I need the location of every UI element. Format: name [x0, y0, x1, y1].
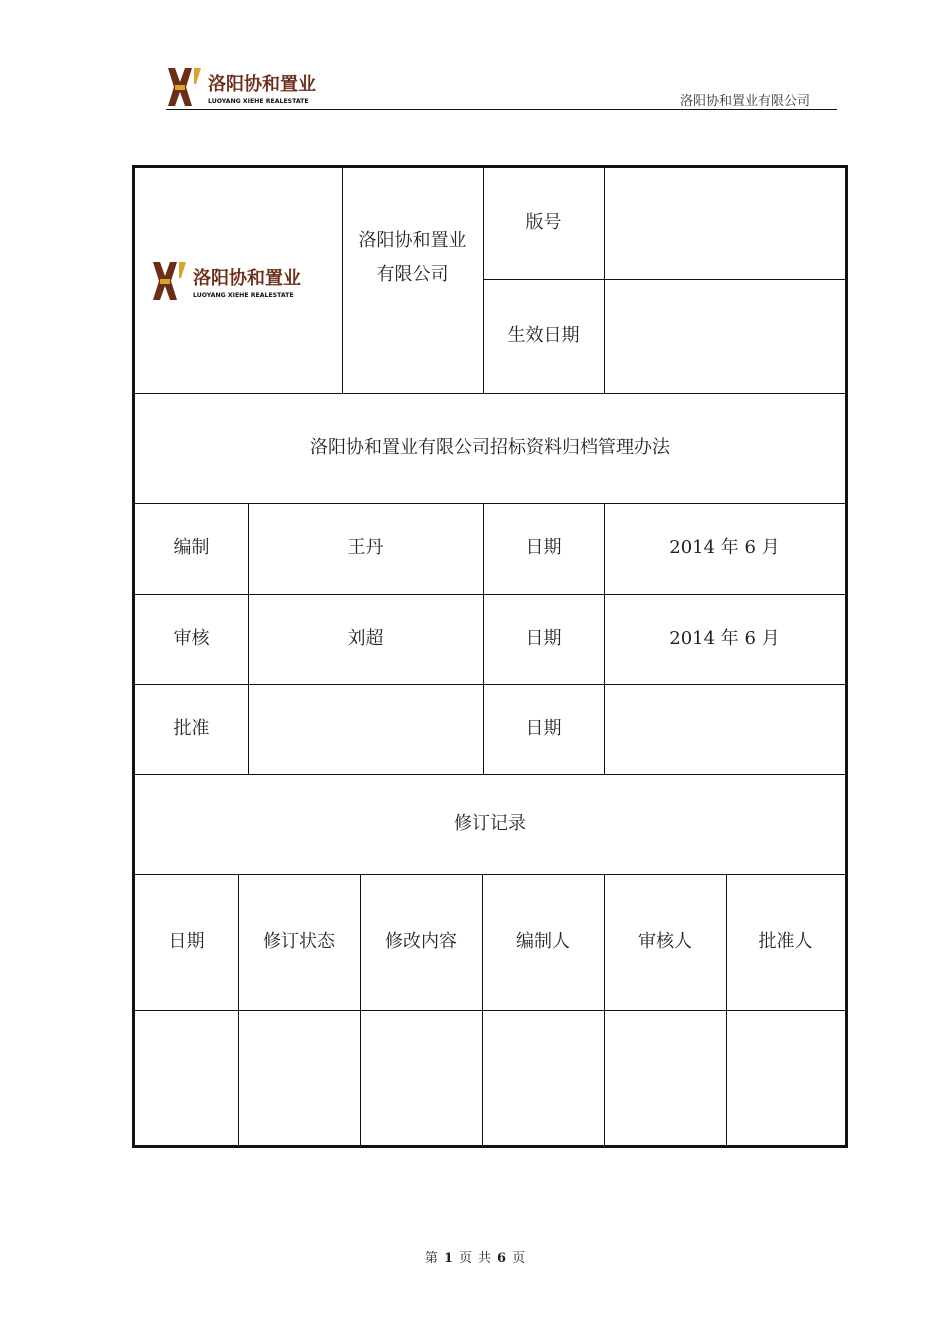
- cover-logo-subtext: LUOYANG XIEHE REALESTATE: [192, 291, 294, 299]
- cover-logo-text: 洛阳协和置业: [192, 267, 301, 289]
- revision-row-reviewer: [604, 1010, 726, 1145]
- cover-table: [132, 165, 848, 1148]
- footer-prefix: 第: [424, 1251, 438, 1266]
- cover-company-line1: 洛阳协和置业: [358, 229, 467, 251]
- approved-date: [604, 684, 845, 774]
- footer-total-prefix: 共: [478, 1251, 492, 1266]
- revision-header-date: 日期: [168, 930, 205, 952]
- prepared-by-name: 王丹: [347, 537, 384, 559]
- page-footer: [0, 1247, 950, 1266]
- header-logo-mark: [166, 66, 346, 108]
- header-logo-subtext: LUOYANG XIEHE REALESTATE: [208, 98, 309, 105]
- header-company: 洛阳协和置业有限公司: [680, 94, 811, 109]
- prepared-date: 2014 年 6 月: [669, 537, 780, 559]
- revision-row-content: [360, 1010, 482, 1145]
- header-logo-text: 洛阳协和置业: [208, 74, 316, 95]
- footer-total-pages: 6: [497, 1251, 507, 1266]
- effective-date-label: 生效日期: [507, 324, 580, 346]
- revision-row-date: [135, 1010, 238, 1145]
- prepared-by-label: 编制: [173, 537, 210, 559]
- revision-header-reviewer: 审核人: [638, 930, 692, 952]
- footer-page-unit: 页: [458, 1251, 472, 1266]
- cover-logo: [135, 168, 342, 393]
- revision-header-content: 修改内容: [385, 930, 457, 952]
- reviewed-by-label: 审核: [173, 627, 210, 649]
- revision-row-status: [238, 1010, 360, 1145]
- approved-date-label: 日期: [525, 717, 562, 739]
- revision-header-editor: 编制人: [516, 930, 570, 952]
- revision-header-status: 修订状态: [263, 930, 335, 952]
- revision-row-editor: [482, 1010, 604, 1145]
- prepared-date-label: 日期: [525, 537, 562, 559]
- reviewed-date-label: 日期: [525, 627, 562, 649]
- version-value: [604, 168, 845, 279]
- cover-company-name: [342, 168, 483, 348]
- footer-total-unit: 页: [512, 1251, 526, 1266]
- header-logo: [166, 66, 346, 108]
- effective-date-value: [604, 279, 845, 393]
- revision-row-approver: [726, 1010, 845, 1145]
- approved-by-name: [248, 684, 483, 774]
- reviewed-date: 2014 年 6 月: [669, 627, 780, 649]
- revision-record-title: 修订记录: [454, 812, 526, 834]
- approved-by-label: 批准: [173, 717, 210, 739]
- header-rule: [166, 109, 837, 110]
- revision-header-approver: 批准人: [758, 930, 813, 952]
- reviewed-by-name: 刘超: [347, 627, 384, 649]
- cover-logo-mark: [151, 260, 327, 302]
- document-title: 洛阳协和置业有限公司招标资料归档管理办法: [310, 436, 670, 458]
- footer-page-number: 1: [443, 1251, 453, 1266]
- cover-company-line2: 有限公司: [376, 264, 449, 285]
- version-label: 版号: [525, 212, 562, 234]
